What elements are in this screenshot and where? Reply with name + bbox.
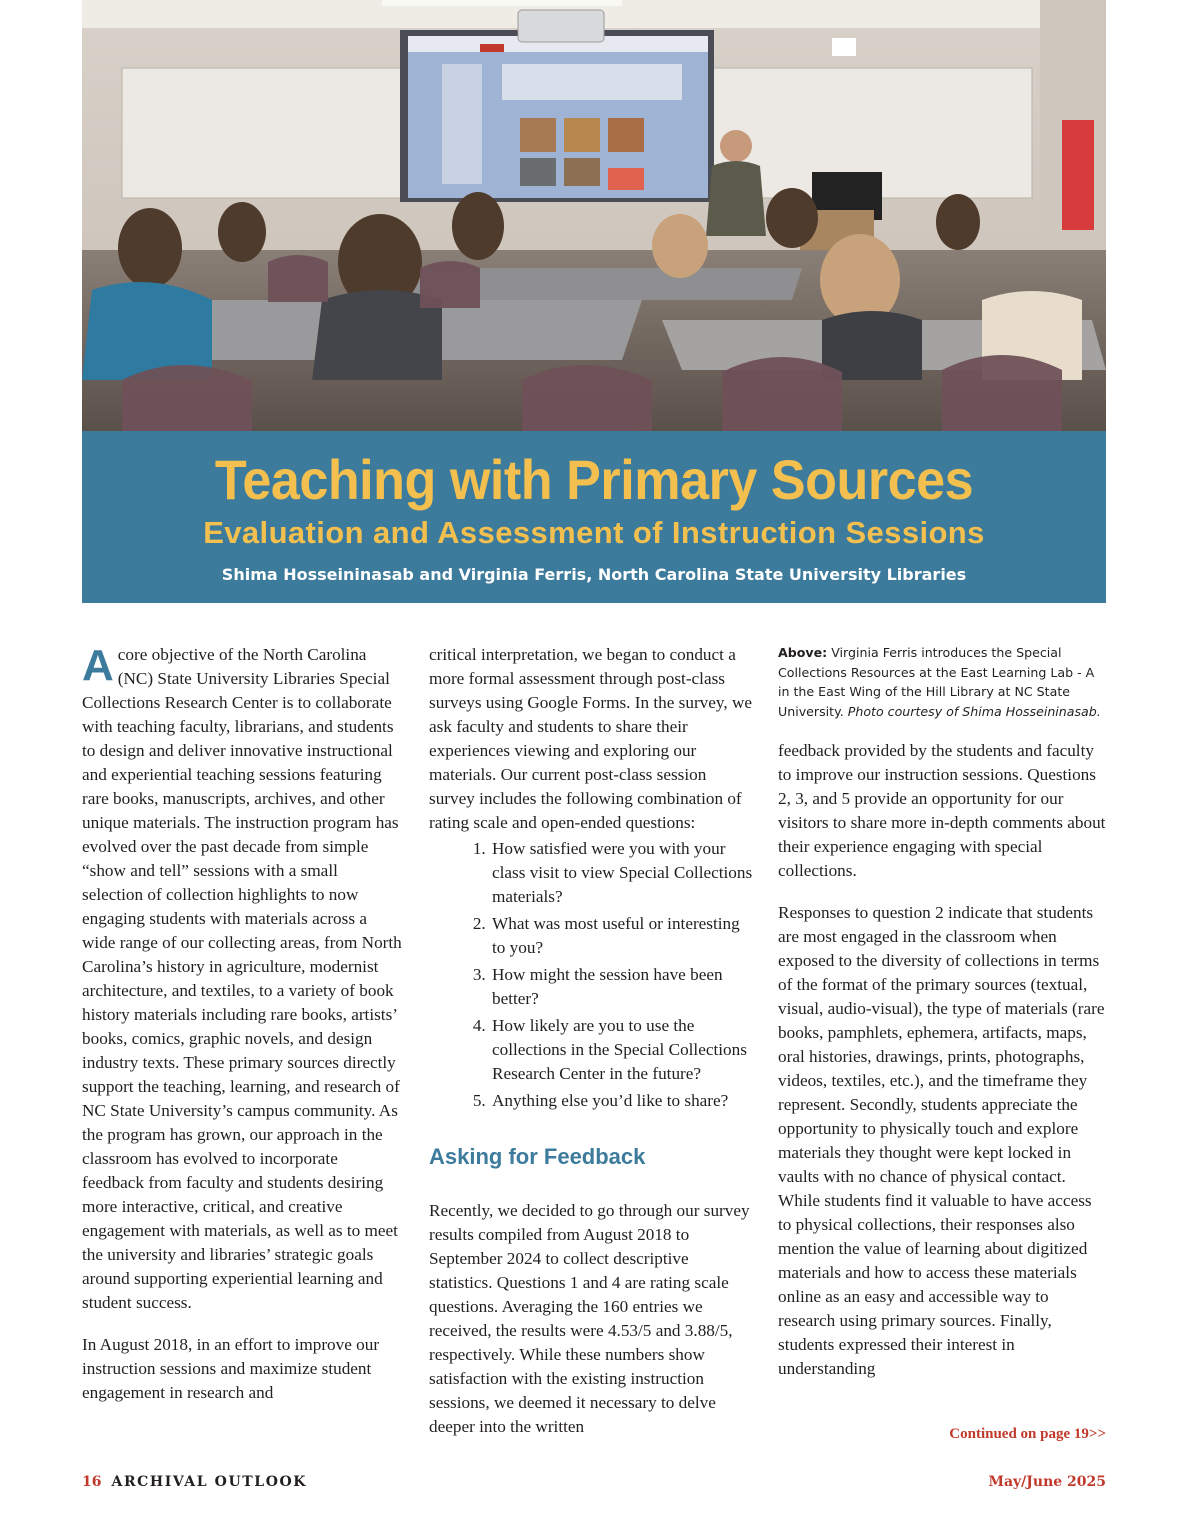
caption-lead: Above: bbox=[778, 645, 828, 660]
article-title: Teaching with Primary Sources bbox=[214, 448, 974, 511]
body-column-1 bbox=[82, 643, 402, 1405]
article-subtitle: Evaluation and Assessment of Instruction Sessions bbox=[203, 515, 985, 550]
publication-name: ARCHIVAL OUTLOOK bbox=[111, 1474, 308, 1490]
title-banner bbox=[82, 431, 1106, 603]
photo-caption bbox=[778, 643, 1108, 721]
drop-cap: A bbox=[82, 641, 114, 690]
list-item: 5. Anything else you’d like to share? bbox=[490, 1089, 755, 1113]
article-byline: Shima Hosseininasab and Virginia Ferris, North Carolina State University Libraries bbox=[221, 565, 967, 584]
paragraph bbox=[82, 643, 402, 1315]
footer-left bbox=[82, 1474, 307, 1490]
caption-text: Virginia Ferris introduces the Special Collections Resources at the East Learning Lab - A in the East Wing of the Hill Library at NC State University. bbox=[778, 645, 1095, 719]
paragraph: critical interpretation, we began to conduct a more formal assessment through post-class surveys using Google Forms. In the survey, we ask faculty and students to share their experiences viewing and exploring our materials. Our current post-class session survey includes the following combination of rating scale and open-ended questions: bbox=[429, 645, 753, 832]
section-heading: Asking for Feedback bbox=[429, 1144, 646, 1169]
list-item: 4. How likely are you to use the collections in the Special Collections Research Center in the future? bbox=[490, 1014, 755, 1086]
continued-link[interactable]: Continued on page 19>> bbox=[949, 1426, 1106, 1442]
paragraph: Recently, we decided to go through our survey results compiled from August 2018 to September 2024 to collect descriptive statistics. Questions 1 and 4 are rating scale questions. Averaging the 160 entries we received, the results were 4.53/5 and 3.88/5, respectively. While these numbers show satisfaction with the existing instruction sessions, we deemed it necessary to delve deeper into the written bbox=[429, 1201, 750, 1436]
list-item: 3. How might the session have been better? bbox=[490, 963, 755, 1011]
photo-credit: Photo courtesy of Shima Hosseininasab. bbox=[847, 703, 1101, 719]
paragraph-text: core objective of the North Carolina (NC) State University Libraries Special Collections Research Center is to collaborate with teaching faculty, librarians, and students to design and deliver innovative instructional and experiential teaching sessions featuring rare books, manuscripts, archives, and other unique materials. The instruction program has evolved over the past decade from simple “show and tell” sessions with a small selection of collection highlights to now engaging students with materials across a wide range of our collecting areas, from North Carolina’s history in agriculture, modernist architecture, and textiles, to a variety of book history materials including rare books, artists’ books, comics, graphic novels, and design industry texts. These primary sources directly support the teaching, learning, and research of NC State University’s campus community. As the program has grown, our approach in the classroom has evolved to incorporate feedback from faculty and students desiring more interactive, critical, and creative engagement with materials, as well as to meet the university and libraries’ strategic goals around supporting experiential learning and student success. bbox=[82, 645, 402, 1312]
paragraph: feedback provided by the students and faculty to improve our instruction sessions. Questions 2, 3, and 5 provide an opportunity for our visitors to share more in-depth comments about their experience engaging with special collections. bbox=[778, 741, 1106, 881]
list-item: 2. What was most useful or interesting to you? bbox=[490, 912, 755, 960]
survey-questions-list bbox=[429, 837, 755, 1113]
page-number: 16 bbox=[82, 1474, 102, 1490]
hero-photo bbox=[82, 0, 1106, 432]
body-column-3 bbox=[778, 643, 1108, 1381]
body-column-2 bbox=[429, 643, 755, 1439]
list-item: 1. How satisfied were you with your class visit to view Special Collections materials? bbox=[490, 837, 755, 909]
issue-date: May/June 2025 bbox=[988, 1474, 1106, 1490]
paragraph: In August 2018, in an effort to improve our instruction sessions and maximize student engagement in research and bbox=[82, 1335, 380, 1402]
paragraph: Responses to question 2 indicate that students are most engaged in the classroom when exposed to the diversity of collections in terms of the format of the primary sources (textual, visual, audio-visual), the type of materials (rare books, pamphlets, ephemera, artifacts, maps, oral histories, drawings, prints, photographs, videos, textiles, etc.), and the timeframe they represent. Secondly, students appreciate the opportunity to physically touch and explore materials they thought were kept locked in vaults with no chance of physical contact. While students find it valuable to have access to physical collections, their responses also mention the value of learning about digitized materials and how to access these materials online as an easy and accessible way to research using primary sources. Finally, students expressed their interest in understanding bbox=[778, 903, 1105, 1379]
